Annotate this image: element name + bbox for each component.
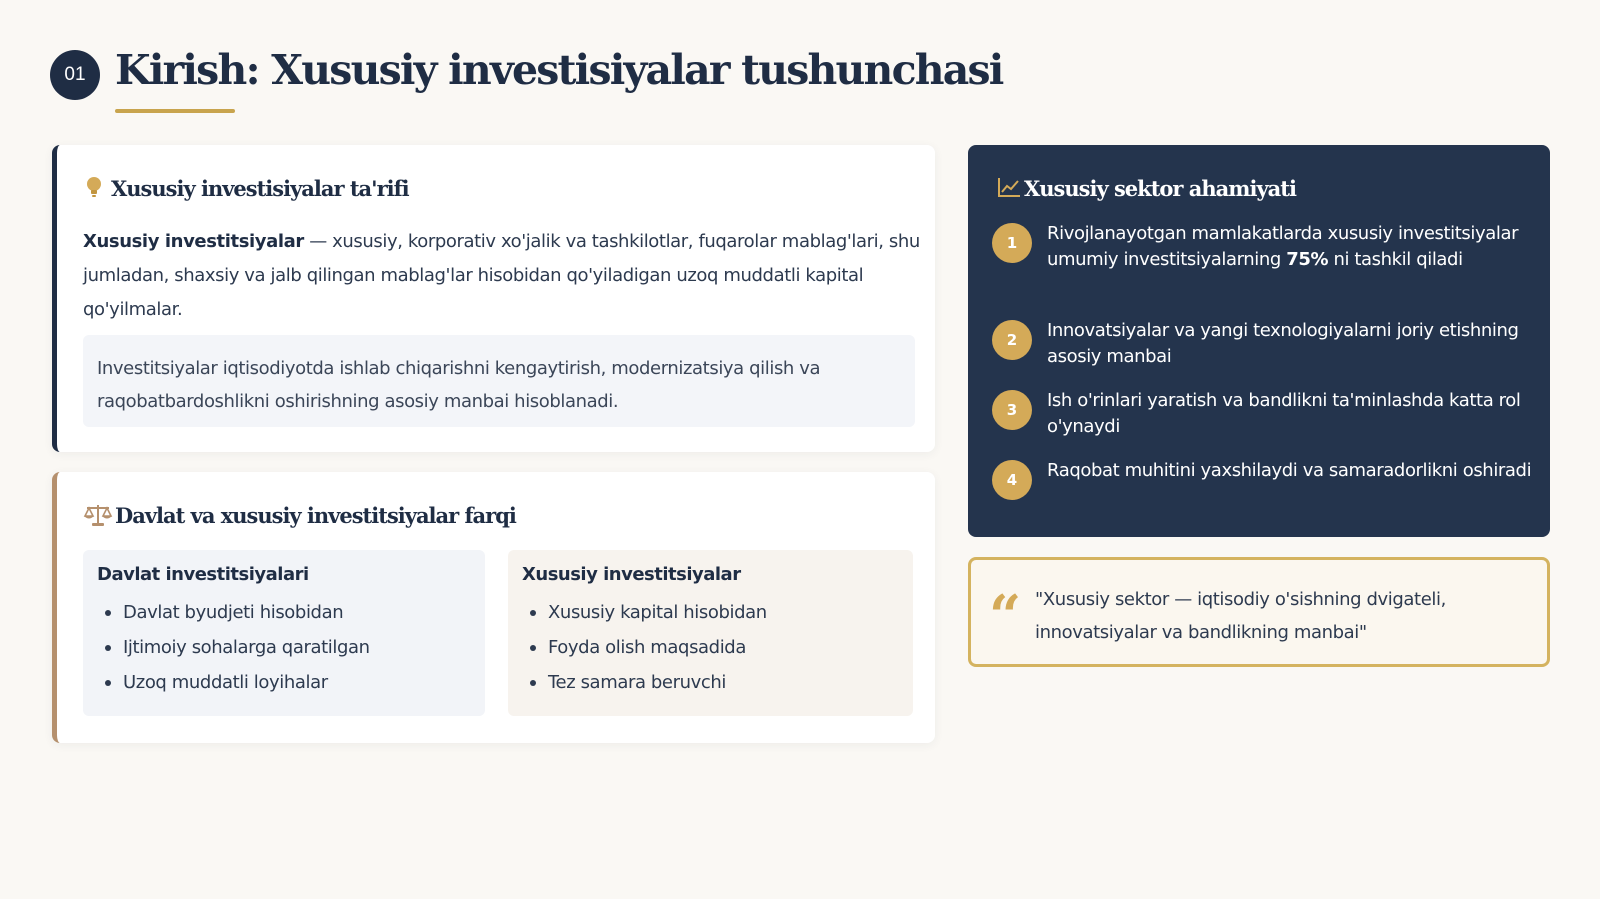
private-investments-column bbox=[508, 550, 913, 716]
list-item: Xususiy kapital hisobidan bbox=[522, 595, 899, 630]
definition-heading bbox=[83, 175, 409, 201]
quote-text: "Xususiy sektor — iqtisodiy o'sishning dvigateli, innovatsiyalar va bandlikning manbai" bbox=[1035, 589, 1446, 643]
difference-heading-text: Davlat va xususiy investitsiyalar farqi bbox=[115, 502, 516, 528]
definition-text bbox=[83, 225, 923, 327]
page-title: Kirish: Xususiy investisiyalar tushunchasi bbox=[115, 46, 1003, 94]
quote-card bbox=[968, 557, 1550, 667]
chart-line-icon bbox=[996, 175, 1022, 201]
definition-body: — xususiy, korporativ xo'jalik va tashkilotlar, fuqarolar mablag'lari, shu jumladan, shaxsiy va jalb qilingan mablag'lar hisobidan qo'yiladigan uzoq muddatli kapital qo'yilmalar. bbox=[83, 231, 920, 320]
government-investments-column bbox=[83, 550, 485, 716]
list-item: Ijtimoiy sohalarga qaratilgan bbox=[97, 630, 471, 665]
step-badge: 4 bbox=[992, 460, 1032, 500]
title-underline bbox=[115, 109, 235, 113]
section-number-badge: 01 bbox=[50, 50, 100, 100]
item-text-post: ni tashkil qiladi bbox=[1328, 249, 1463, 270]
definition-card bbox=[52, 145, 935, 452]
quote-icon: “ bbox=[989, 583, 1022, 649]
step-badge: 2 bbox=[992, 320, 1032, 360]
balance-scale-icon bbox=[83, 502, 113, 528]
importance-item-text: Innovatsiyalar va yangi texnologiyalarni joriy etishning asosiy manbai bbox=[1047, 320, 1519, 367]
private-list bbox=[522, 595, 899, 700]
list-item: Foyda olish maqsadida bbox=[522, 630, 899, 665]
definition-note: Investitsiyalar iqtisodiyotda ishlab chiqarishni kengaytirish, modernizatsiya qilish va raqobatbardoshlikni oshirishning asosiy manbai hisoblanadi. bbox=[83, 335, 915, 427]
list-item: Davlat byudjeti hisobidan bbox=[97, 595, 471, 630]
importance-item-text: Ish o'rinlari yaratish va bandlikni ta'minlashda katta rol o'ynaydi bbox=[1047, 390, 1521, 437]
step-badge: 1 bbox=[992, 223, 1032, 263]
definition-heading-text: Xususiy investisiyalar ta'rifi bbox=[111, 175, 409, 201]
item-text-pre: Rivojlanayotgan mamlakatlarda xususiy investitsiyalar umumiy investitsiyalarning bbox=[1047, 223, 1519, 270]
list-item: Tez samara beruvchi bbox=[522, 665, 899, 700]
list-item: Uzoq muddatli loyihalar bbox=[97, 665, 471, 700]
importance-heading bbox=[996, 175, 1296, 201]
difference-card bbox=[52, 472, 935, 743]
private-column-title: Xususiy investitsiyalar bbox=[522, 564, 741, 585]
importance-item-text bbox=[1047, 221, 1532, 273]
importance-heading-text: Xususiy sektor ahamiyati bbox=[1024, 175, 1296, 201]
difference-heading bbox=[83, 502, 516, 528]
importance-item-text: Raqobat muhitini yaxshilaydi va samaradorlikni oshiradi bbox=[1047, 460, 1532, 481]
government-column-title: Davlat investitsiyalari bbox=[97, 564, 309, 585]
importance-panel bbox=[968, 145, 1550, 537]
definition-term: Xususiy investitsiyalar bbox=[83, 231, 304, 252]
step-badge: 3 bbox=[992, 390, 1032, 430]
government-list bbox=[97, 595, 471, 700]
item-highlight: 75% bbox=[1286, 249, 1329, 270]
lightbulb-icon bbox=[83, 175, 109, 201]
